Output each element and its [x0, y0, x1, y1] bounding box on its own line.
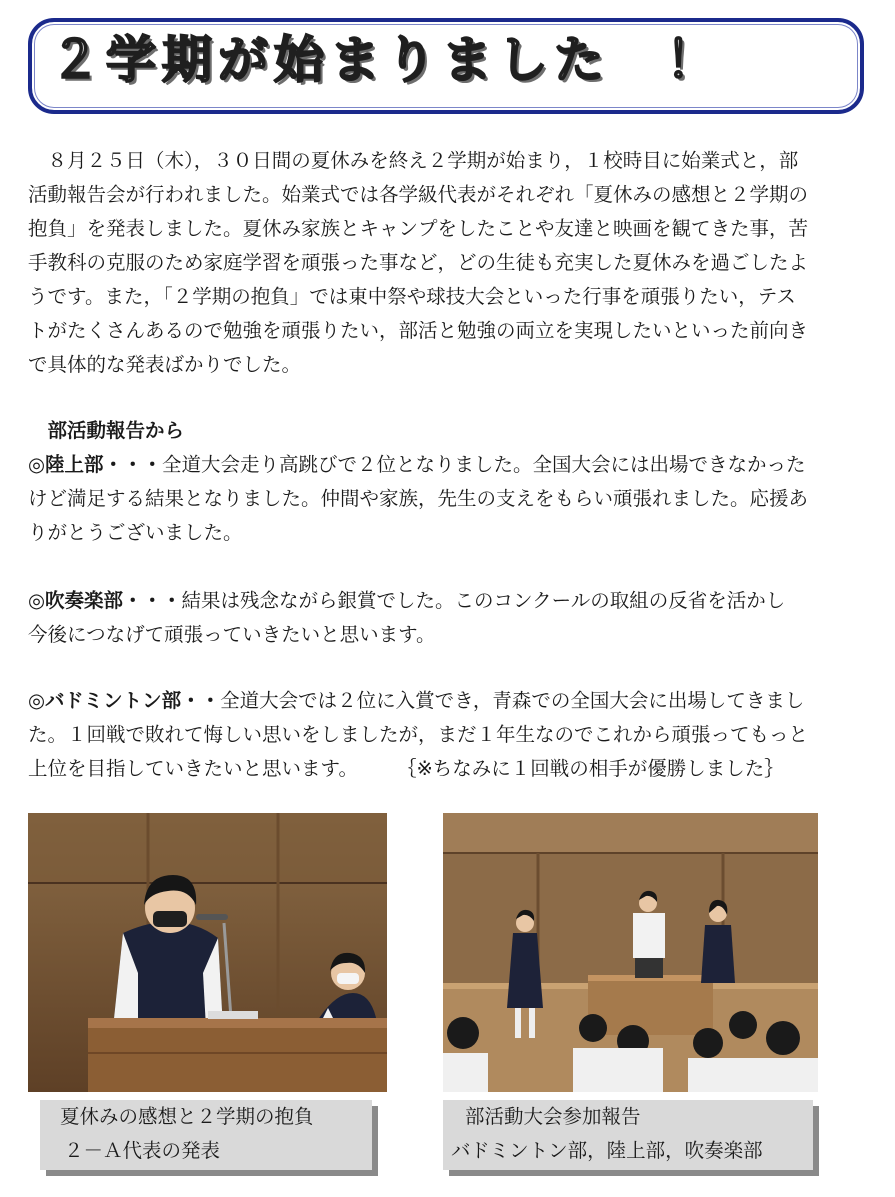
photo-club-report-illustration	[443, 813, 818, 1092]
photo-student-speech-illustration	[28, 813, 387, 1092]
track-club-line: りがとうございました。	[28, 521, 243, 544]
band-club-line: 結果は残念ながら銀賞でした。このコンクールの取組の反省を活かし	[181, 589, 786, 612]
photo-club-report	[443, 813, 818, 1092]
badminton-club-report	[28, 684, 880, 786]
intro-line: 活動報告会が行われました。始業式では各学級代表がそれぞれ「夏休みの感想と２学期の	[28, 183, 809, 206]
intro-line: トがたくさんあるので勉強を頑張りたい，部活と勉強の両立を実現したいといった前向き	[28, 319, 809, 342]
caption-right-line: 部活動大会参加報告	[465, 1105, 641, 1128]
club-section-heading: 部活動報告から	[28, 419, 185, 442]
band-club-report	[28, 584, 880, 652]
band-club-line: 今後につなげて頑張っていきたいと思います。	[28, 623, 436, 646]
page-title: ２学期が始まりました ！	[50, 31, 722, 89]
track-club-line: 全道大会走り高跳びで２位となりました。全国大会には出場できなかった	[162, 453, 806, 476]
track-club-name: ◎陸上部・・・	[28, 453, 163, 476]
caption-right-line: バドミントン部，陸上部，吹奏楽部	[451, 1139, 763, 1162]
track-club-report	[28, 448, 880, 550]
intro-line: で具体的な発表ばかりでした。	[28, 353, 302, 376]
photo-student-speech	[28, 813, 387, 1092]
intro-line: 抱負」を発表しました。夏休み家族とキャンプをしたことや友達と映画を観てきた事，苦	[28, 217, 809, 240]
track-club-line: けど満足する結果となりました。仲間や家族，先生の支えをもらい頑張れました。応援あ	[28, 487, 809, 510]
caption-left-line: ２－Ａ代表の発表	[64, 1139, 221, 1162]
intro-line: 手教科の克服のため家庭学習を頑張った事など，どの生徒も充実した夏休みを過ごしたよ	[28, 251, 809, 274]
badminton-club-line: た。１回戦で敗れて悔しい思いをしましたが，まだ１年生なのでこれから頑張ってもっと	[28, 723, 809, 746]
band-club-name: ◎吹奏楽部・・・	[28, 589, 182, 612]
caption-left	[40, 1100, 372, 1170]
caption-left-line: 夏休みの感想と２学期の抱負	[60, 1105, 314, 1128]
badminton-club-name: ◎バドミントン部・・	[28, 689, 221, 712]
intro-line: ８月２５日（木），３０日間の夏休みを終え２学期が始まり，１校時目に始業式と，部	[28, 149, 799, 172]
badminton-club-line: 上位を目指していきたいと思います。 ｛※ちなみに１回戦の相手が優勝しました｝	[28, 757, 784, 780]
badminton-club-line: 全道大会では２位に入賞でき，青森での全国大会に出場してきまし	[220, 689, 805, 712]
intro-line: うです。また，「２学期の抱負」では東中祭や球技大会といった行事を頑張りたい，テス	[28, 285, 796, 308]
intro-paragraph	[28, 144, 880, 382]
caption-right	[443, 1100, 813, 1170]
